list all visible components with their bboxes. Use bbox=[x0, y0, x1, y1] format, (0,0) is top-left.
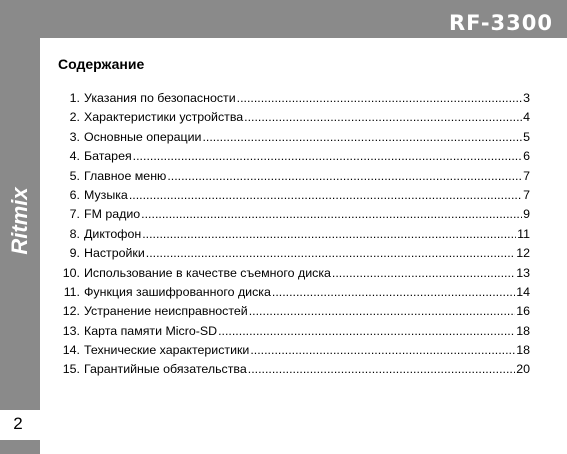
toc-entry bbox=[52, 343, 530, 362]
toc-leader-dots bbox=[248, 362, 515, 376]
toc-page: 18 bbox=[516, 323, 530, 338]
toc-label: Использование в качестве съемного диска bbox=[84, 265, 331, 280]
toc-page: 5 bbox=[523, 129, 530, 144]
toc-leader-dots bbox=[249, 304, 515, 318]
toc-leader-dots bbox=[237, 91, 522, 105]
toc-entry bbox=[52, 130, 530, 149]
page-number-box bbox=[0, 410, 40, 440]
page-title: Содержание bbox=[58, 56, 145, 72]
toc-number: 2. bbox=[69, 110, 80, 125]
toc-page: 11 bbox=[517, 226, 530, 241]
toc-leader-dots bbox=[272, 285, 515, 299]
toc-entry bbox=[52, 110, 530, 129]
page-number: 2 bbox=[13, 414, 23, 433]
toc-number: 12. bbox=[62, 304, 80, 319]
toc-page: 7 bbox=[523, 168, 530, 183]
toc-leader-dots bbox=[142, 227, 516, 241]
toc-entry bbox=[52, 362, 530, 381]
sidebar bbox=[0, 0, 40, 454]
toc-entry bbox=[52, 207, 530, 226]
toc-leader-dots bbox=[332, 266, 515, 280]
toc-label: Гарантийные обязательства bbox=[84, 362, 247, 377]
toc-entry bbox=[52, 91, 530, 110]
toc-entry bbox=[52, 149, 530, 168]
toc-entry bbox=[52, 324, 530, 343]
toc-leader-dots bbox=[250, 343, 515, 357]
toc-label: Настройки bbox=[84, 246, 145, 261]
brand-text: Ritmix bbox=[7, 187, 32, 255]
toc-number: 6. bbox=[69, 187, 80, 202]
toc-number: 13. bbox=[62, 323, 80, 338]
header-band bbox=[0, 0, 567, 38]
toc-page: 3 bbox=[523, 91, 530, 105]
table-of-contents bbox=[52, 91, 530, 382]
toc-label: Указания по безопасности bbox=[84, 91, 236, 105]
toc-label: Функция зашифрованного диска bbox=[84, 284, 271, 299]
toc-entry bbox=[52, 227, 530, 246]
toc-label: Технические характеристики bbox=[84, 343, 250, 358]
toc-leader-dots bbox=[244, 110, 522, 124]
toc-leader-dots bbox=[129, 188, 522, 202]
toc-leader-dots bbox=[141, 207, 522, 221]
toc-number: 14. bbox=[62, 343, 80, 358]
toc-number: 3. bbox=[69, 129, 80, 144]
toc-number: 11. bbox=[63, 284, 80, 299]
toc-page: 7 bbox=[523, 187, 530, 202]
toc-number: 15. bbox=[62, 362, 80, 377]
toc-entry bbox=[52, 266, 530, 285]
toc-label: Батарея bbox=[84, 149, 132, 164]
toc-entry bbox=[52, 246, 530, 265]
toc-page: 16 bbox=[516, 304, 530, 319]
toc-page: 9 bbox=[523, 207, 530, 222]
toc-label: Главное меню bbox=[84, 168, 167, 183]
toc-number: 7. bbox=[69, 207, 80, 222]
toc-page: 12 bbox=[516, 246, 530, 261]
toc-label: Диктофон bbox=[84, 226, 142, 241]
model-name: RF-3300 bbox=[448, 11, 553, 35]
toc-label: FM радио bbox=[84, 207, 141, 222]
toc-label: Карта памяти Micro-SD bbox=[84, 323, 218, 338]
toc-number: 10. bbox=[62, 265, 80, 280]
toc-page: 20 bbox=[516, 362, 530, 377]
toc-leader-dots bbox=[167, 169, 522, 183]
toc-label: Характеристики устройства bbox=[84, 110, 244, 125]
toc-entry bbox=[52, 285, 530, 304]
toc-page: 4 bbox=[523, 110, 530, 125]
toc-entry bbox=[52, 304, 530, 323]
toc-leader-dots bbox=[218, 324, 515, 338]
toc-label: Основные операции bbox=[84, 129, 202, 144]
toc-leader-dots bbox=[202, 130, 522, 144]
toc-number: 4. bbox=[69, 149, 80, 164]
toc-entry bbox=[52, 169, 530, 188]
toc-page: 14 bbox=[516, 284, 530, 299]
toc-page: 18 bbox=[516, 343, 530, 358]
toc-entry bbox=[52, 188, 530, 207]
toc-label: Музыка bbox=[84, 187, 128, 202]
toc-page: 6 bbox=[523, 149, 530, 164]
toc-number: 5. bbox=[69, 168, 80, 183]
toc-page: 13 bbox=[516, 265, 530, 280]
toc-leader-dots bbox=[146, 246, 515, 260]
toc-leader-dots bbox=[133, 149, 522, 163]
brand-logo bbox=[5, 176, 35, 266]
toc-number: 8. bbox=[69, 226, 80, 241]
toc-number: 9. bbox=[69, 246, 80, 261]
toc-label: Устранение неисправностей bbox=[84, 304, 248, 319]
toc-number: 1. bbox=[69, 91, 80, 105]
